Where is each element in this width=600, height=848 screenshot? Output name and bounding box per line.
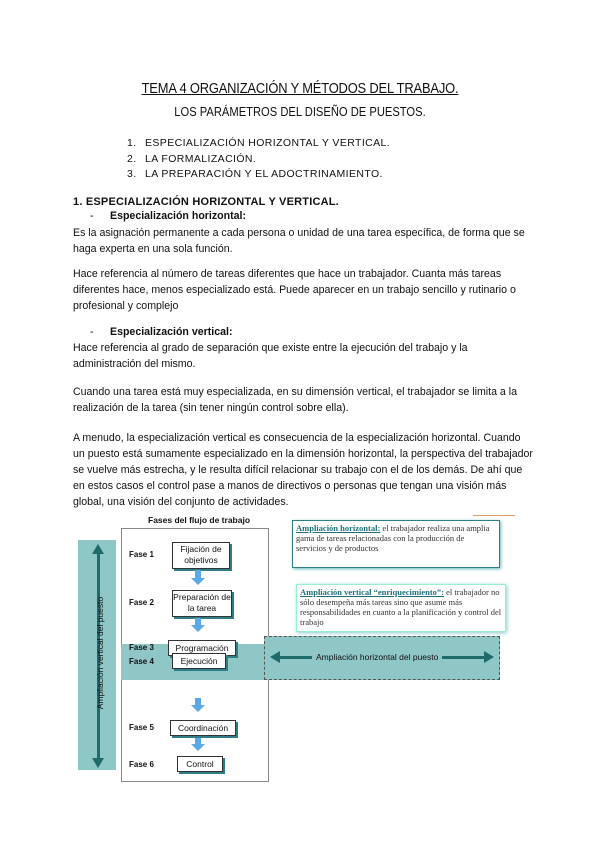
arrow-left-icon <box>270 651 280 663</box>
subheading-vertical: - Especialización vertical: <box>90 326 233 338</box>
paragraph: Hace referencia al grado de separación que existe entre la ejecución del trabajo y la administración del mismo. <box>73 342 468 370</box>
diagram-header: Fases del flujo de trabajo <box>148 515 251 525</box>
arrow-up-icon <box>92 544 104 554</box>
note-vertical: Ampliación vertical “enriquecimiento”: el trabajador no sólo desempeña más tareas sino que asume más responsabilidades en cuanto a la planificación y control del trabajo <box>296 584 506 632</box>
index-item: 1. ESPECIALIZACIÓN HORIZONTAL Y VERTICAL. <box>127 137 391 149</box>
note-horizontal: Ampliación horizontal: el trabajador realiza una amplia gama de tareas relacionadas con la producción de servicios y de productos <box>292 520 500 568</box>
down-arrow-head-icon <box>191 625 205 632</box>
phase-box: Ejecución <box>172 653 226 669</box>
phase-box: Preparación de la tarea <box>172 590 232 617</box>
page-title: TEMA 4 ORGANIZACIÓN Y MÉTODOS DEL TRABAJO. <box>141 80 459 97</box>
paragraph: A menudo, la especialización vertical es consecuencia de la especialización horizontal. Cuando un puesto está sumamente especializado en la dimensión horizontal, la perspectiva del trabajador se vuelve más estrecha, y le resulta difícil relacionar su trabajo con el de los demás. De ahí que en estos casos el control pase a manos de directivos o personas que tengan una visión más global, una visión del conjunto de actividades. <box>73 432 533 508</box>
page-subtitle: LOS PARÁMETROS DEL DISEÑO DE PUESTOS. <box>174 104 426 119</box>
down-arrow-head-icon <box>191 744 205 751</box>
index-item: 2. LA FORMALIZACIÓN. <box>127 152 257 165</box>
down-arrow-head-icon <box>191 578 205 585</box>
phase-label: Fase 6 <box>129 760 154 769</box>
phase-label: Fase 2 <box>129 598 154 607</box>
down-arrow-head-icon <box>191 705 205 712</box>
phase-box: Coordinación <box>170 720 236 736</box>
phase-box: Programación <box>168 640 236 656</box>
paragraph: Cuando una tarea está muy especializada, en su dimensión vertical, el trabajador se limita a la realización de la tarea (sin tener ningún control sobre ella). <box>73 386 518 414</box>
index-list <box>127 136 390 183</box>
phase-label: Fase 3 <box>129 643 154 652</box>
divider <box>473 515 515 516</box>
paragraph: Hace referencia al número de tareas diferentes que hace un trabajador. Cuanta más tareas diferentes hace, menos especializado está. Puede aparecer en un trabajo sencillo y rutinario o profesional y complejo <box>73 268 516 312</box>
phase-label: Fase 5 <box>129 723 154 732</box>
index-item: 3. LA PREPARACIÓN Y EL ADOCTRINAMIENTO. <box>127 168 383 180</box>
arrow-down-icon <box>92 758 104 768</box>
paragraph: Es la asignación permanente a cada persona o unidad de una tarea específica, de forma que se haga experta en una sola función. <box>73 227 525 255</box>
phase-label: Fase 1 <box>129 550 154 559</box>
section-heading: 1. ESPECIALIZACIÓN HORIZONTAL Y VERTICAL. <box>73 196 339 208</box>
phase-box: Control <box>177 756 223 772</box>
vertical-label: Ampliación vertical del puesto <box>95 596 105 710</box>
workflow-diagram <box>78 512 520 784</box>
phase-label: Fase 4 <box>129 657 154 666</box>
arrow-right-icon <box>484 651 494 663</box>
phase-box: Fijación de objetivos <box>172 542 230 569</box>
horizontal-label: Ampliación horizontal del puesto <box>312 652 442 662</box>
subheading-horizontal: - Especialización horizontal: <box>90 210 246 222</box>
